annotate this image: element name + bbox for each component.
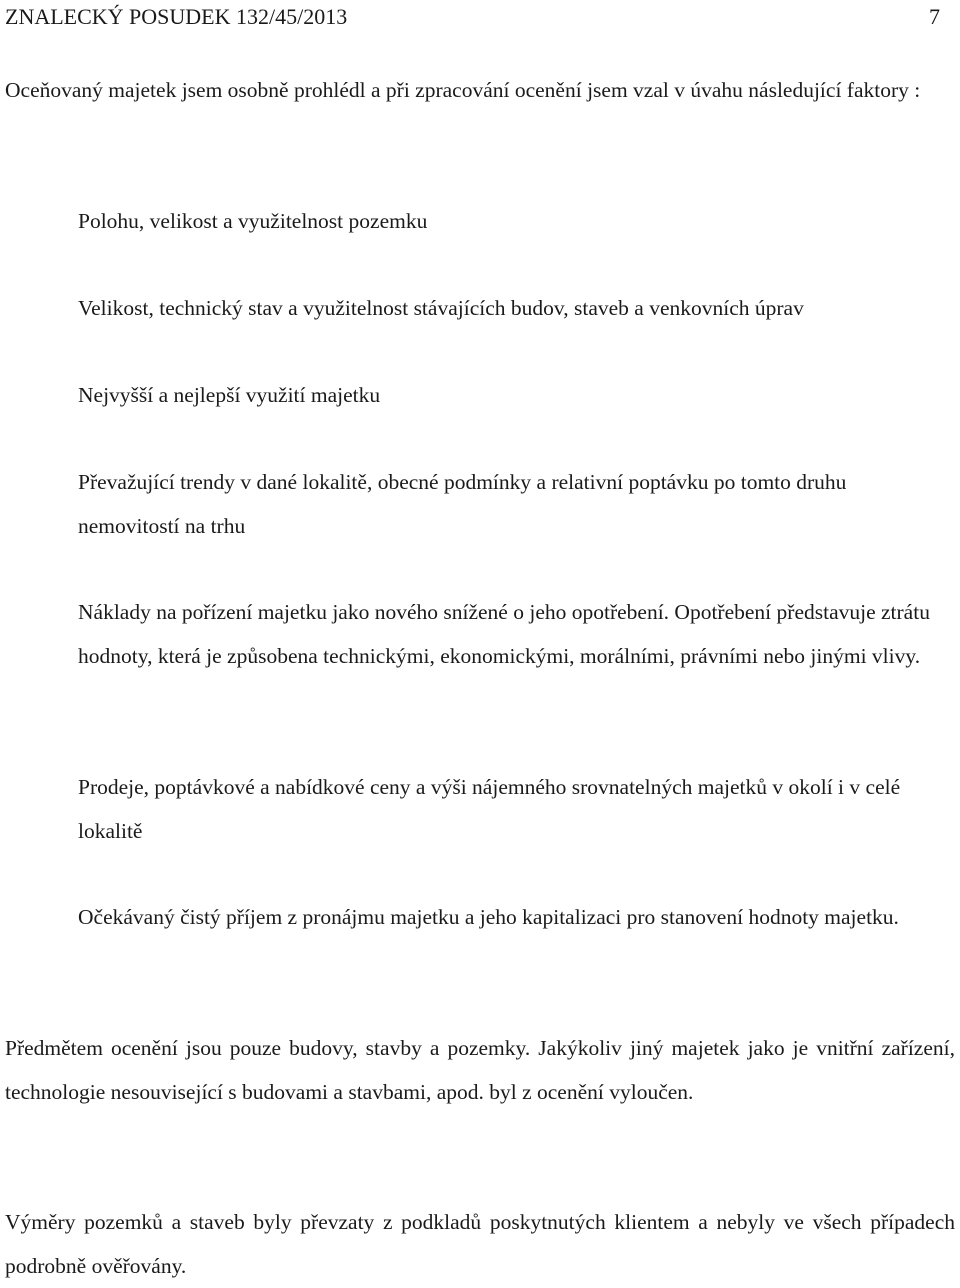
measurements-paragraph: Výměry pozemků a staveb byly převzaty z podkladů poskytnutých klientem a nebyly ve všech případech podrobně ověřovány. xyxy=(5,1210,955,1278)
factor-item: Polohu, velikost a využitelnost pozemku xyxy=(78,209,428,233)
intro-paragraph: Oceňovaný majetek jsem osobně prohlédl a při zpracování ocenění jsem vzal v úvahu následující faktory : xyxy=(5,78,921,102)
factor-item: Očekávaný čistý příjem z pronájmu majetku a jeho kapitalizaci pro stanovení hodnoty majetku. xyxy=(78,905,899,929)
page-number: 7 xyxy=(929,4,940,29)
document-title: ZNALECKÝ POSUDEK 132/45/2013 xyxy=(5,4,348,29)
factor-item: Prodeje, poptávkové a nabídkové ceny a výši nájemného srovnatelných majetků v okolí i v celé lokalitě xyxy=(78,775,901,843)
factor-item: Velikost, technický stav a využitelnost stávajících budov, staveb a venkovních úprav xyxy=(78,296,804,320)
factor-item: Převažující trendy v dané lokalitě, obecné podmínky a relativní poptávku po tomto druhu nemovitostí na trhu xyxy=(78,470,847,538)
factor-item: Nejvyšší a nejlepší využití majetku xyxy=(78,383,381,407)
page-header xyxy=(5,0,940,34)
factor-item: Náklady na pořízení majetku jako nového snížené o jeho opotřebení. Opotřebení představuje ztrátu hodnoty, která je způsobena technickými, ekonomickými, morálními, právními nebo jinými vlivy. xyxy=(78,600,930,668)
scope-paragraph: Předmětem ocenění jsou pouze budovy, stavby a pozemky. Jakýkoliv jiný majetek jako je vnitřní zařízení, technologie nesouvisející s budovami a stavbami, apod. byl z ocenění vyloučen. xyxy=(5,1036,955,1104)
